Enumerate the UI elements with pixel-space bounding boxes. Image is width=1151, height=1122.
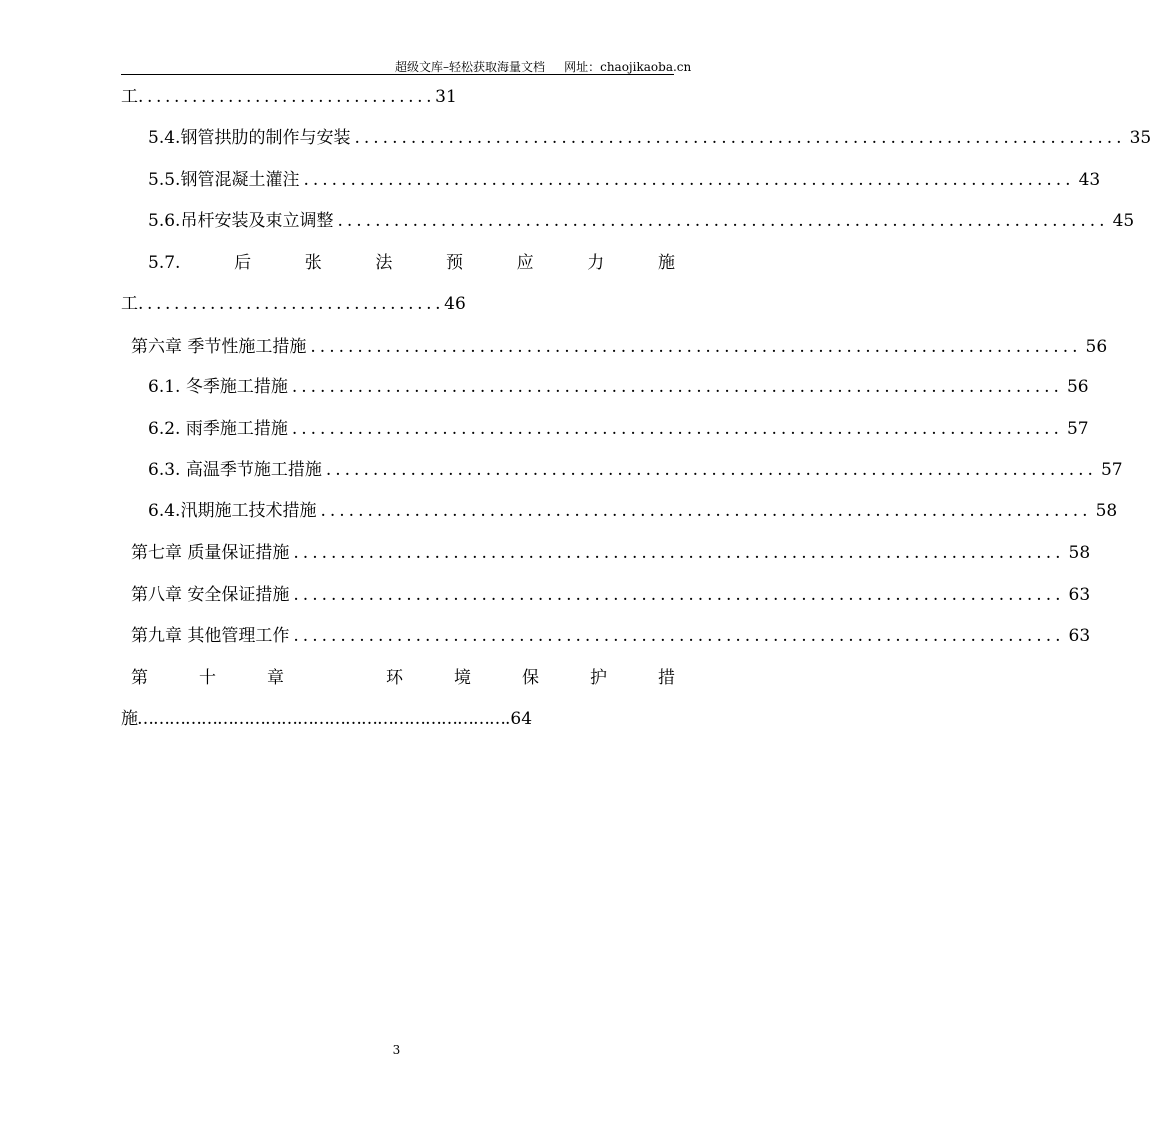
toc-leader: ..................................................................................: [354, 128, 1126, 148]
toc-entry-5-7[interactable]: [148, 250, 675, 276]
toc-word: 第: [131, 668, 148, 688]
toc-page: 46: [444, 294, 466, 314]
page-number: 3: [392, 1043, 401, 1057]
toc-title: 6.2. 雨季施工措施: [148, 419, 288, 439]
toc-word: 环: [386, 668, 403, 688]
toc-page: 31: [435, 87, 457, 107]
toc-title: 6.3. 高温季节施工措施: [148, 460, 322, 480]
toc-leader: ..................................: [138, 294, 445, 314]
toc-entry-6-1[interactable]: [148, 374, 1089, 400]
toc-word: 施: [657, 253, 675, 273]
toc-page: 56: [1085, 337, 1108, 357]
toc-title: 第七章 质量保证措施: [131, 543, 290, 563]
toc-leader: ..................................................................................: [337, 211, 1109, 231]
toc-page: 57: [1100, 460, 1123, 480]
toc-page: 57: [1066, 419, 1089, 439]
page-header: [395, 58, 692, 75]
toc-page: 58: [1068, 543, 1091, 563]
toc-entry-5-6[interactable]: [148, 208, 1135, 234]
toc-cont-text: 施: [121, 709, 137, 729]
toc-chapter-10[interactable]: [131, 665, 675, 691]
toc-word: 法: [375, 253, 393, 273]
toc-page: 45: [1112, 211, 1135, 231]
toc-word: 5.7.: [148, 253, 181, 273]
toc-chapter-7[interactable]: [131, 540, 1091, 566]
toc-continuation-10[interactable]: [121, 706, 532, 732]
toc-leader: ..................................................................................: [291, 419, 1063, 439]
toc-entry-5-4[interactable]: [148, 125, 1151, 151]
toc-leader: ..................................................................................: [325, 460, 1097, 480]
toc-leader: ..................................................................................: [320, 501, 1092, 521]
header-rule: [121, 74, 674, 75]
toc-word: 张: [304, 253, 322, 273]
toc-title: 第六章 季节性施工措施: [131, 337, 307, 357]
toc-leader: .................................: [138, 87, 436, 107]
toc-page: 35: [1129, 128, 1151, 148]
toc-word: 保: [522, 668, 539, 688]
toc-page: 63: [1068, 585, 1091, 605]
toc-leader: ..................................................................................: [310, 337, 1082, 357]
toc-chapter-8[interactable]: [131, 582, 1091, 608]
toc-leader: ……………………………………………………………: [137, 709, 505, 729]
toc-page: 58: [1095, 501, 1118, 521]
toc-page: 63: [1068, 626, 1091, 646]
toc-continuation-5-7[interactable]: [121, 291, 466, 317]
toc-continuation-1[interactable]: [121, 84, 457, 110]
toc-leader: ..................................................................................: [293, 626, 1065, 646]
toc-leader: ..................................................................................: [291, 377, 1063, 397]
toc-page: 43: [1078, 170, 1101, 190]
toc-word: 措: [658, 668, 675, 688]
toc-word: 应: [516, 253, 534, 273]
toc-word: 力: [587, 253, 605, 273]
toc-word: 境: [454, 668, 471, 688]
toc-entry-5-5[interactable]: [148, 167, 1101, 193]
toc-word: 十: [199, 668, 216, 688]
toc-entry-6-4[interactable]: [148, 498, 1118, 524]
toc-word: 后: [234, 253, 252, 273]
toc-title: 6.4.汛期施工技术措施: [148, 501, 317, 521]
toc-title: 6.1. 冬季施工措施: [148, 377, 288, 397]
toc-title: 第八章 安全保证措施: [131, 585, 290, 605]
toc-cont-text: 工: [121, 294, 138, 314]
toc-word: 章: [267, 668, 284, 688]
toc-title: 5.5.钢管混凝土灌注: [148, 170, 300, 190]
toc-word: 护: [590, 668, 607, 688]
toc-chapter-6[interactable]: [131, 334, 1108, 360]
toc-leader: ..................................................................................: [293, 585, 1065, 605]
toc-title: 5.6.吊杆安装及束立调整: [148, 211, 334, 231]
toc-title: 第九章 其他管理工作: [131, 626, 290, 646]
toc-entry-6-3[interactable]: [148, 457, 1123, 483]
toc-word: 预: [446, 253, 464, 273]
header-site-name: 超级文库–轻松获取海量文档: [395, 60, 546, 74]
header-url: 网址：chaojikaoba.cn: [564, 60, 692, 74]
toc-title: 5.4.钢管拱肋的制作与安装: [148, 128, 351, 148]
toc-page: 56: [1066, 377, 1089, 397]
toc-entry-6-2[interactable]: [148, 416, 1089, 442]
toc-chapter-9[interactable]: [131, 623, 1091, 649]
toc-leader: ..................................................................................: [293, 543, 1065, 563]
toc-cont-text: 工: [121, 87, 138, 107]
toc-leader: ..................................................................................: [303, 170, 1075, 190]
toc-page: .64: [505, 709, 533, 729]
